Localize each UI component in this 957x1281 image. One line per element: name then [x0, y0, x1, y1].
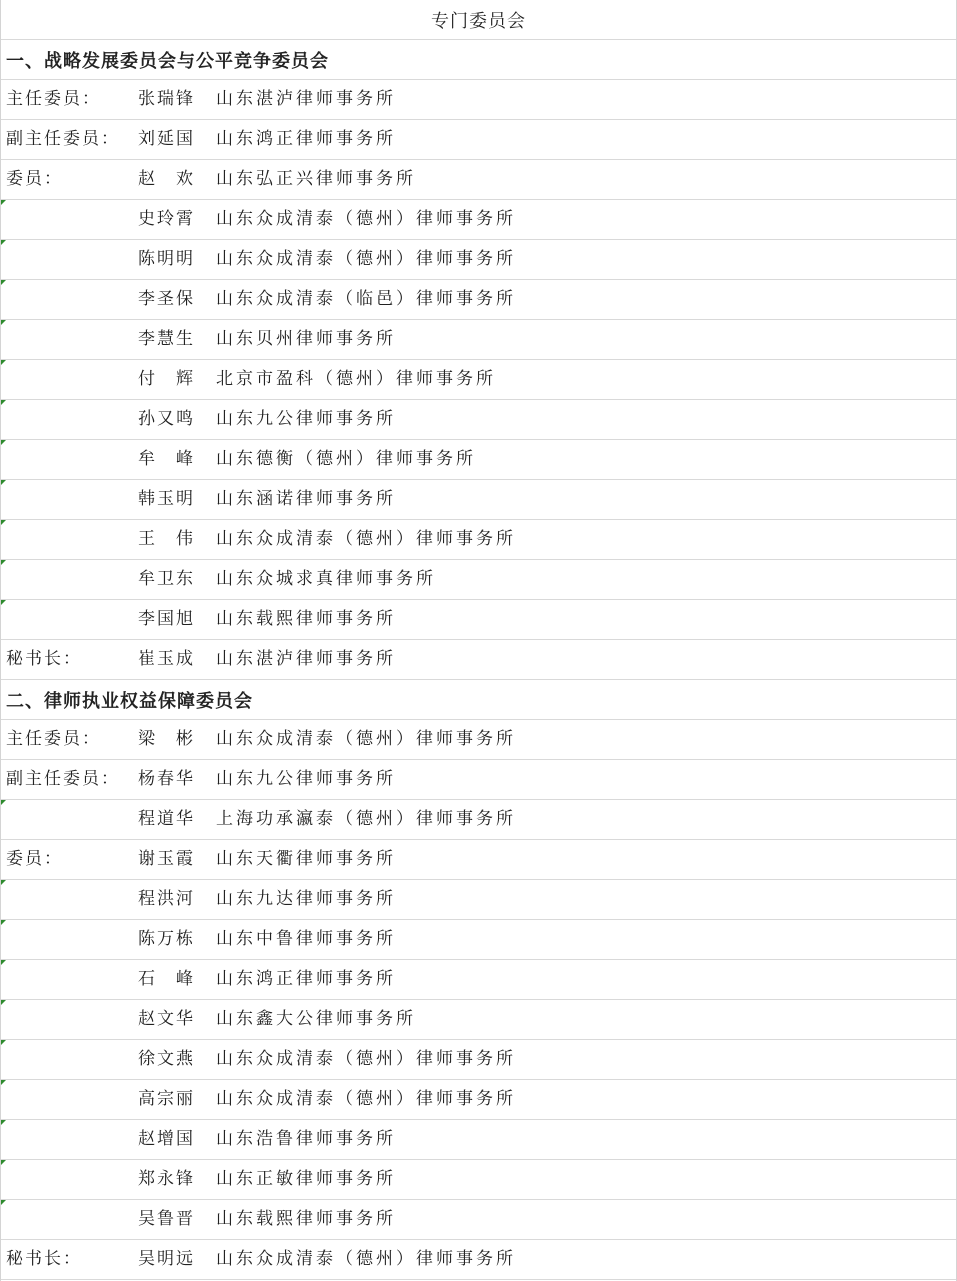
member-row: [1, 720, 956, 760]
member-row: [1, 1160, 956, 1200]
member-firm: 上海功承瀛泰（德州）律师事务所: [216, 809, 516, 829]
member-row: [1, 280, 956, 320]
member-row: [1, 480, 956, 520]
member-firm: 山东众成清泰（德州）律师事务所: [216, 1049, 516, 1069]
member-name: 郑永锋: [138, 1169, 195, 1189]
member-firm: 山东鸿正律师事务所: [216, 129, 396, 149]
member-name: 付 辉: [138, 369, 195, 389]
cell-error-marker-icon: [1, 800, 6, 805]
member-row: [1, 1040, 956, 1080]
cell-error-marker-icon: [1, 440, 6, 445]
cell-error-marker-icon: [1, 880, 6, 885]
member-role: 主任委员：: [6, 729, 101, 749]
cell-error-marker-icon: [1, 1000, 6, 1005]
member-name: 李圣保: [138, 289, 195, 309]
cell-error-marker-icon: [1, 480, 6, 485]
cell-error-marker-icon: [1, 520, 6, 525]
member-firm: 山东众成清泰（德州）律师事务所: [216, 249, 516, 269]
member-name: 梁 彬: [138, 729, 195, 749]
member-row: [1, 1240, 956, 1280]
cell-error-marker-icon: [1, 1200, 6, 1205]
member-row: [1, 880, 956, 920]
section-heading: 二、律师执业权益保障委员会: [1, 680, 956, 720]
member-firm: 山东众成清泰（德州）律师事务所: [216, 209, 516, 229]
member-firm: 山东载熙律师事务所: [216, 1209, 396, 1229]
cell-error-marker-icon: [1, 320, 6, 325]
member-row: [1, 1080, 956, 1120]
member-row: [1, 320, 956, 360]
member-firm: 山东德衡（德州）律师事务所: [216, 449, 476, 469]
member-row: [1, 160, 956, 200]
member-firm: 山东众成清泰（临邑）律师事务所: [216, 289, 516, 309]
section-heading: 一、战略发展委员会与公平竞争委员会: [1, 40, 956, 80]
member-name: 赵 欢: [138, 169, 195, 189]
cell-error-marker-icon: [1, 360, 6, 365]
member-role: 副主任委员：: [6, 129, 120, 149]
member-row: [1, 520, 956, 560]
member-firm: 北京市盈科（德州）律师事务所: [216, 369, 496, 389]
cell-error-marker-icon: [1, 960, 6, 965]
member-name: 牟 峰: [138, 449, 195, 469]
page-title: 专门委员会: [431, 10, 526, 32]
member-name: 谢玉霞: [138, 849, 195, 869]
member-firm: 山东中鲁律师事务所: [216, 929, 396, 949]
cell-error-marker-icon: [1, 200, 6, 205]
cell-error-marker-icon: [1, 600, 6, 605]
member-firm: 山东浩鲁律师事务所: [216, 1129, 396, 1149]
member-firm: 山东载熙律师事务所: [216, 609, 396, 629]
member-row: [1, 120, 956, 160]
member-row: [1, 920, 956, 960]
member-row: [1, 1120, 956, 1160]
cell-error-marker-icon: [1, 1040, 6, 1045]
member-role: 委员：: [6, 849, 63, 869]
member-firm: 山东众成清泰（德州）律师事务所: [216, 529, 516, 549]
member-row: [1, 400, 956, 440]
member-row: [1, 80, 956, 120]
member-row: [1, 1200, 956, 1240]
member-firm: 山东众成清泰（德州）律师事务所: [216, 729, 516, 749]
member-row: [1, 800, 956, 840]
member-firm: 山东湛泸律师事务所: [216, 649, 396, 669]
cell-error-marker-icon: [1, 560, 6, 565]
cell-error-marker-icon: [1, 1160, 6, 1165]
member-name: 崔玉成: [138, 649, 195, 669]
member-name: 陈万栋: [138, 929, 195, 949]
member-name: 李慧生: [138, 329, 195, 349]
member-name: 程洪河: [138, 889, 195, 909]
member-role: 主任委员：: [6, 89, 101, 109]
member-role: 秘书长：: [6, 649, 82, 669]
member-firm: 山东九达律师事务所: [216, 889, 396, 909]
member-row: [1, 1000, 956, 1040]
member-name: 张瑞锋: [138, 89, 195, 109]
member-firm: 山东众城求真律师事务所: [216, 569, 436, 589]
member-row: [1, 240, 956, 280]
committee-rows: [1, 40, 956, 1280]
member-name: 赵文华: [138, 1009, 195, 1029]
cell-error-marker-icon: [1, 240, 6, 245]
member-name: 石 峰: [138, 969, 195, 989]
member-row: [1, 600, 956, 640]
cell-error-marker-icon: [1, 1120, 6, 1125]
member-firm: 山东湛泸律师事务所: [216, 89, 396, 109]
member-row: [1, 760, 956, 800]
member-name: 史玲霄: [138, 209, 195, 229]
member-row: [1, 840, 956, 880]
cell-error-marker-icon: [1, 280, 6, 285]
member-name: 赵增国: [138, 1129, 195, 1149]
member-row: [1, 440, 956, 480]
member-row: [1, 960, 956, 1000]
member-role: 委员：: [6, 169, 63, 189]
member-name: 吴明远: [138, 1249, 195, 1269]
member-firm: 山东涵诺律师事务所: [216, 489, 396, 509]
member-firm: 山东九公律师事务所: [216, 769, 396, 789]
member-name: 吴鲁晋: [138, 1209, 195, 1229]
member-name: 杨春华: [138, 769, 195, 789]
member-firm: 山东天衢律师事务所: [216, 849, 396, 869]
page-title-row: [1, 0, 956, 40]
member-firm: 山东鸿正律师事务所: [216, 969, 396, 989]
member-name: 孙又鸣: [138, 409, 195, 429]
member-name: 高宗丽: [138, 1089, 195, 1109]
member-role: 秘书长：: [6, 1249, 82, 1269]
member-firm: 山东九公律师事务所: [216, 409, 396, 429]
member-firm: 山东贝州律师事务所: [216, 329, 396, 349]
member-firm: 山东弘正兴律师事务所: [216, 169, 416, 189]
member-name: 陈明明: [138, 249, 195, 269]
member-name: 韩玉明: [138, 489, 195, 509]
cell-error-marker-icon: [1, 400, 6, 405]
member-name: 王 伟: [138, 529, 195, 549]
member-firm: 山东众成清泰（德州）律师事务所: [216, 1089, 516, 1109]
member-row: [1, 560, 956, 600]
member-name: 程道华: [138, 809, 195, 829]
member-name: 徐文燕: [138, 1049, 195, 1069]
member-role: 副主任委员：: [6, 769, 120, 789]
member-row: [1, 640, 956, 680]
member-name: 李国旭: [138, 609, 195, 629]
member-row: [1, 360, 956, 400]
member-firm: 山东众成清泰（德州）律师事务所: [216, 1249, 516, 1269]
member-firm: 山东正敏律师事务所: [216, 1169, 396, 1189]
cell-error-marker-icon: [1, 920, 6, 925]
member-firm: 山东鑫大公律师事务所: [216, 1009, 416, 1029]
member-name: 刘延国: [138, 129, 195, 149]
member-row: [1, 200, 956, 240]
member-name: 牟卫东: [138, 569, 195, 589]
cell-error-marker-icon: [1, 1080, 6, 1085]
